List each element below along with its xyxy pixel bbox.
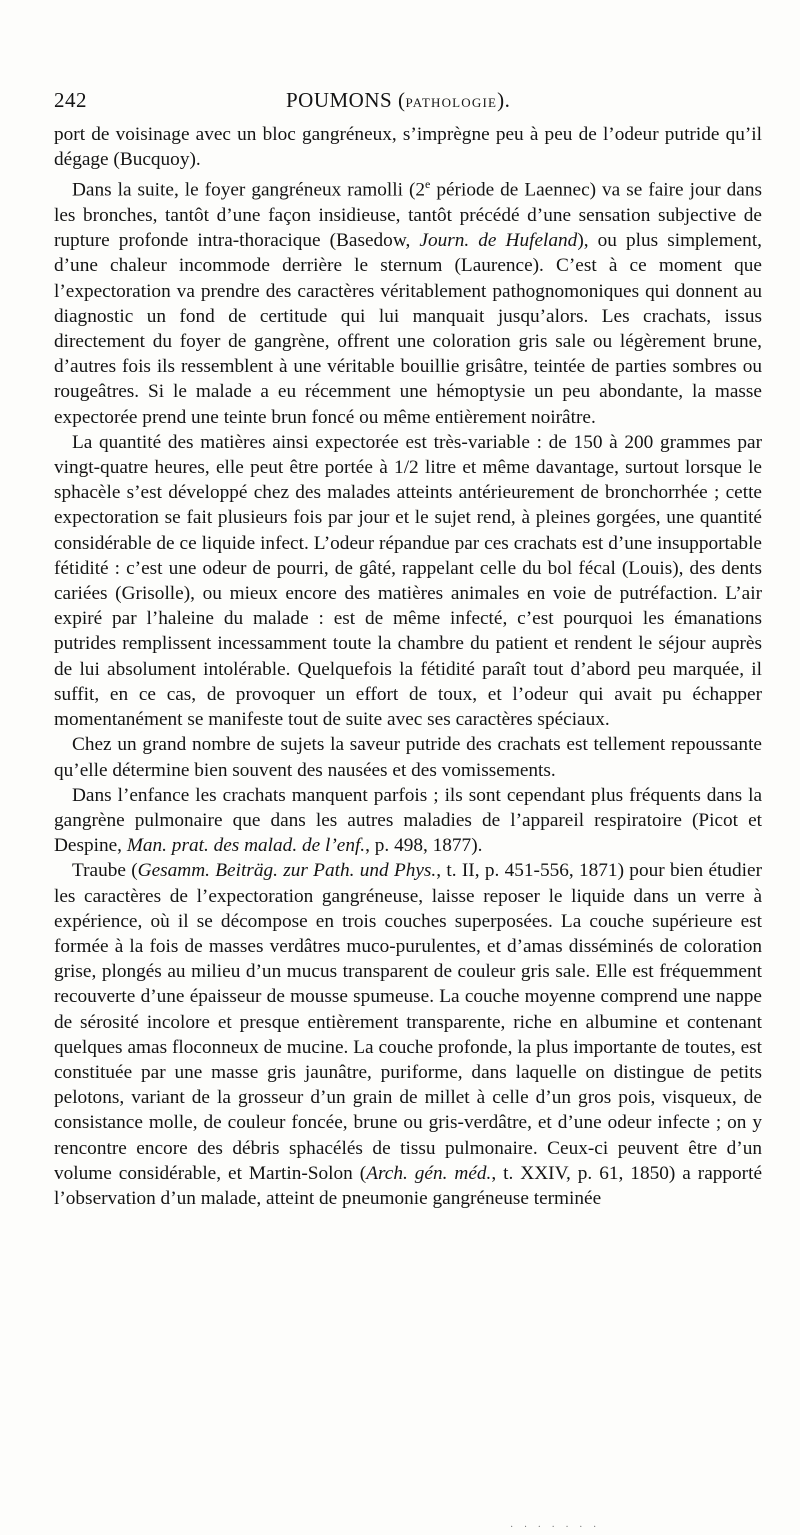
- paragraph: [54, 858, 762, 1211]
- page-number: 242: [54, 88, 87, 112]
- body-text: [54, 122, 762, 1211]
- text-run: ), ou plus simplement, d’une chaleur incommode derrière le sternum (Laurence). C’est à ce moment que l’expectoration va prendre des caractères véritablement pathognomoniques qui donnent au diagnostic un fond de certitude qui lui manquait jusqu’alors. Les crachats, issus directement du foyer de gangrène, offrent une coloration gris sale ou légèrement brune, d’autres fois ils ressemblent à une véritable bouillie grisâtre, teintée de parties sombres ou rougeâtres. Si le malade a eu récemment une hémoptysie un peu abondante, la masse expectorée prend une teinte brun foncé ou même entièrement noirâtre.: [54, 230, 762, 428]
- paragraph: [54, 172, 762, 429]
- text-run: Dans l’enfance les crachats manquent parfois ; ils sont cependant plus fréquents dans la gangrène pulmonaire que dans les autres maladies de l’appareil respiratoire (Picot et Despine,: [54, 784, 762, 857]
- running-head: [286, 88, 510, 113]
- citation-title: Gesamm. Beiträg. zur Path. und Phys.: [137, 860, 437, 882]
- text-run: période de Laennec) va se faire jour dans les bronches, tantôt d’une façon insidieuse, tantôt précédé d’une sensation subjective de rupture profonde intra-thoracique (Basedow,: [54, 179, 762, 252]
- running-head-subtitle: PATHOLOGIE: [405, 95, 498, 110]
- footer-smudge: · · · · · · ·: [510, 1522, 601, 1533]
- superscript: e: [425, 177, 431, 192]
- running-head-open: (: [397, 88, 406, 112]
- running-head-close: ).: [497, 88, 511, 112]
- citation-title: Arch. gén. méd.: [366, 1162, 492, 1184]
- text-run: , t. II, p. 451-556, 1871) pour bien étudier les caractères de l’expectoration gangréneuse, laisse reposer le liquide dans un verre à expérience, où il se décompose en trois couches superposées. La couche supérieure est formée à la fois de masses verdâtres muco-purulentes, et d’amas disséminés de coloration grise, plongés au milieu d’un mucus transparent de couleur gris sale. Elle est fréquemment recouverte d’une épaisseur de mousse spumeuse. La couche moyenne comprend une nappe de sérosité incolore et presque entièrement transparente, riche en albumine et contenant quelques amas floconneux de mucine. La couche profonde, la plus importante de toutes, est constituée par une masse gris jaunâtre, puriforme, dans laquelle on distingue de petits pelotons, variant de la grosseur d’un grain de millet à celle d’un gros pois, visqueux, de consistance molle, de couleur foncée, brune ou gris-verdâtre, et d’une odeur infecte ; on y rencontre encore des débris sphacélés de tissu pulmonaire. Ceux-ci peuvent être d’un volume considérable, et Martin-Solon (: [54, 860, 762, 1184]
- citation-title: Man. prat. des malad. de l’enf.: [126, 835, 366, 857]
- text-run: La quantité des matières ainsi expectorée est très-variable : de 150 à 200 grammes par vingt-quatre heures, elle peut être portée à 1/2 litre et même davantage, surtout lorsque le sphacèle s’est développé chez des malades atteints antérieurement de bronchorrhée ; cette expectoration se fait plusieurs fois par jour et le sujet rend, à pleines gorgées, une quantité considérable de ce liquide infect. L’odeur répandue par ces crachats est d’une insupportable fétidité : c’est une odeur de pourri, de gâté, rappelant celle du bol fécal (Louis), des dents cariées (Grisolle), ou mieux encore des matières animales en voie de putréfaction. L’air expiré par l’haleine du malade : est de même infecté, c’est pourquoi les émanations putrides remplissent incessamment toute la chambre du patient et rendent le séjour auprès de lui absolument intolérable. Quelquefois la fétidité paraît tout d’abord peu marquée, il suffit, en ce cas, de provoquer un effort de toux, et l’odeur qui avait pu échapper momentanément se manifeste tout de suite avec ses caractères spéciaux.: [54, 431, 762, 731]
- text-run: port de voisinage avec un bloc gangréneux, s’imprègne peu à peu de l’odeur putride qu’il dégage (Bucquoy).: [54, 124, 762, 171]
- paragraph: [54, 122, 762, 172]
- text-run: Traube (: [72, 860, 138, 882]
- paragraph: [54, 430, 762, 732]
- text-run: Chez un grand nombre de sujets la saveur putride des crachats est tellement repoussante qu’elle détermine bien souvent des nausées et des vomissements.: [54, 734, 762, 781]
- page-header: [54, 88, 762, 122]
- paragraph: [54, 732, 762, 782]
- paragraph: [54, 783, 762, 859]
- running-head-title: POUMONS: [286, 88, 393, 112]
- text-run: Dans la suite, le foyer gangréneux ramolli (2: [72, 179, 426, 201]
- text-run: , p. 498, 1877).: [365, 835, 483, 857]
- text-run: , t. XXIV, p. 61, 1850) a rapporté l’observation d’un malade, atteint de pneumonie gangréneuse terminée: [54, 1162, 763, 1209]
- citation-title: Journ. de Hufeland: [419, 230, 578, 252]
